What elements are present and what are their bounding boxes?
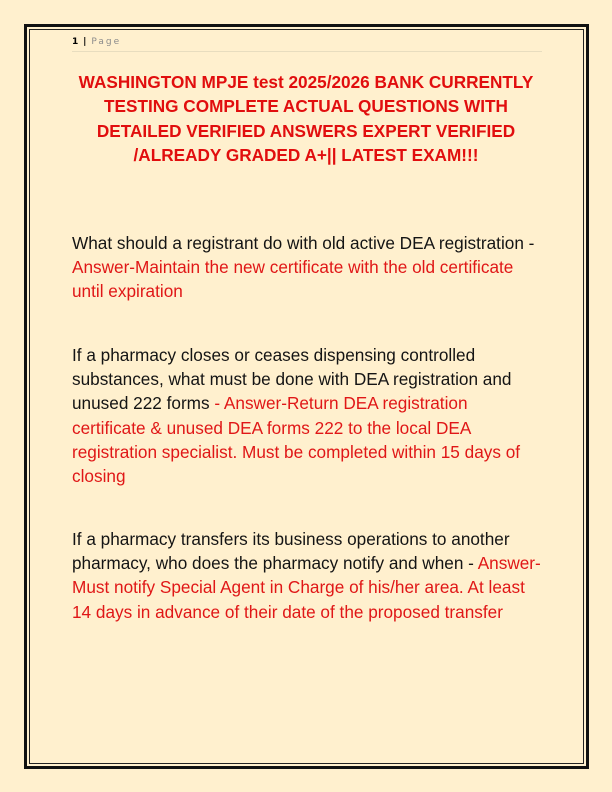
page-number: 1: [72, 37, 79, 47]
page-header: [72, 36, 542, 52]
document-title: WASHINGTON MPJE test 2025/2026 BANK CURRENTLY TESTING COMPLETE ACTUAL QUESTIONS WITH DETAILED VERIFIED ANSWERS EXPERT VERIFIED /ALREADY GRADED A+|| LATEST EXAM!!!: [78, 72, 534, 165]
page-separator: |: [83, 37, 87, 47]
page-label: Page: [91, 37, 122, 47]
answer-dash: -: [214, 393, 224, 414]
question-text: If a pharmacy closes or ceases dispensing controlled substances, what must be done with DEA registration and unused 222 forms: [72, 345, 512, 414]
qa-item: [72, 343, 542, 488]
answer-text: Answer-Must notify Special Agent in Charge of his/her area. At least 14 days in advance of their date of the proposed transfer: [72, 553, 541, 622]
qa-item: [72, 527, 542, 624]
question-text: What should a registrant do with old active DEA registration: [72, 233, 529, 253]
question-text: If a pharmacy transfers its business operations to another pharmacy, who does the pharmacy notify and when -: [72, 529, 510, 574]
qa-item: [72, 231, 542, 304]
question-dash: -: [528, 233, 535, 253]
answer-text: Answer-Maintain the new certificate with the old certificate until expiration: [72, 257, 514, 302]
answer-text: Answer-Return DEA registration certificate & unused DEA forms 222 to the local DEA registration specialist. Must be completed within 15 days of closing: [72, 393, 521, 487]
